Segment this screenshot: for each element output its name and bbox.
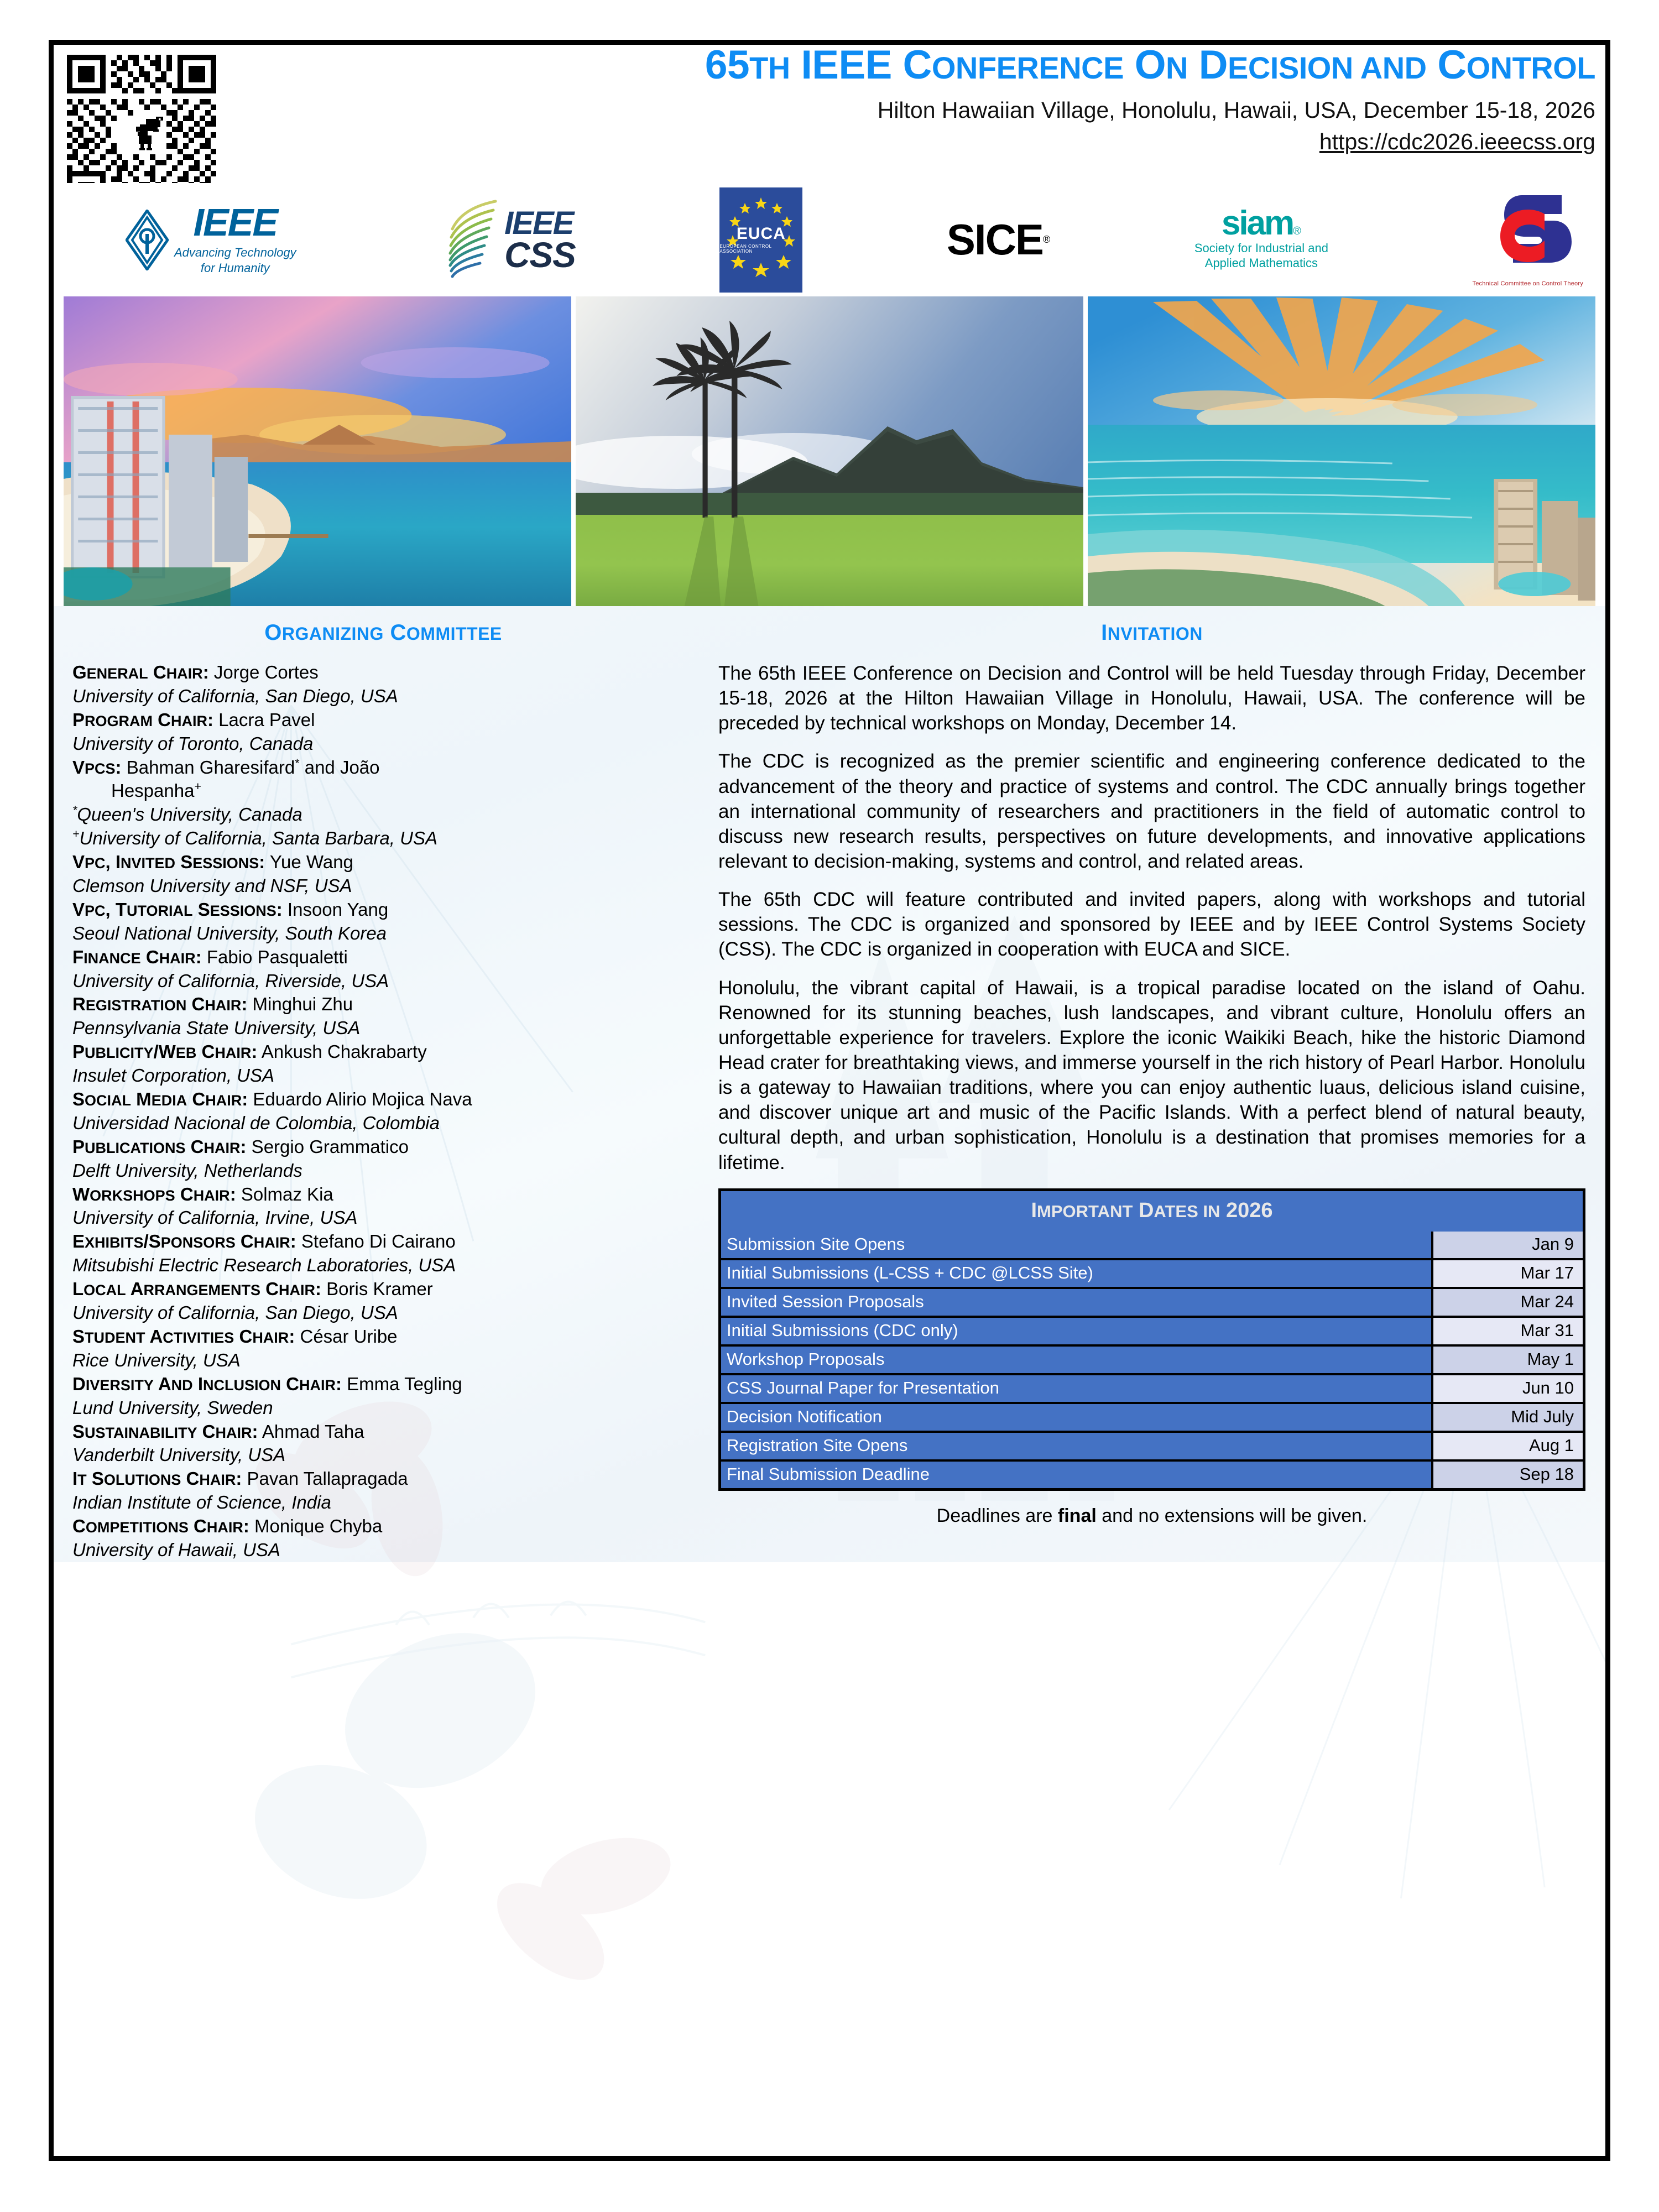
date-value: Mar 24 xyxy=(1433,1287,1583,1316)
photo-waikiki-aerial-sunset xyxy=(1088,296,1595,606)
date-label: CSS Journal Paper for Presentation xyxy=(721,1373,1433,1402)
ieee-tagline-1: Advancing Technology xyxy=(174,246,296,260)
ieee-logo xyxy=(126,200,296,276)
committee-entry-role: REGISTRATION CHAIR: Minghui Zhu xyxy=(72,994,353,1015)
committee-entry-affiliation: +University of California, Santa Barbara, USA xyxy=(72,827,437,849)
important-dates-row xyxy=(721,1431,1583,1459)
committee-entry-affiliation: Delft University, Netherlands xyxy=(72,1160,302,1181)
important-dates-row xyxy=(721,1258,1583,1287)
important-dates-row xyxy=(721,1344,1583,1373)
title-block xyxy=(236,45,1595,155)
committee-entry-role: VPCS: Bahman Gharesifard* and João xyxy=(72,756,380,778)
important-dates-row xyxy=(721,1316,1583,1344)
committee-entry-affiliation: *Queen's University, Canada xyxy=(72,804,302,825)
ieee-tagline-2: for Humanity xyxy=(200,260,270,275)
page-title: 65TH IEEE CONFERENCE ON DECISION AND CONTROL xyxy=(705,43,1595,87)
committee-entry-affiliation: University of Toronto, Canada xyxy=(72,733,314,754)
invitation-text xyxy=(718,661,1585,1175)
committee-entry-role: PROGRAM CHAIR: Lacra Pavel xyxy=(72,709,315,730)
date-value: Mar 31 xyxy=(1433,1316,1583,1344)
committee-entry-role: VPC, INVITED SESSIONS: Yue Wang xyxy=(72,852,353,873)
ieee-wordmark: IEEE xyxy=(193,200,278,244)
sice-wordmark: SICE xyxy=(946,215,1043,264)
committee-list xyxy=(72,661,694,1562)
committee-entry-affiliation: Lund University, Sweden xyxy=(72,1397,273,1418)
committee-entry-role: VPC, TUTORIAL SESSIONS: Insoon Yang xyxy=(72,899,389,920)
date-label: Initial Submissions (L-CSS + CDC @LCSS Site) xyxy=(721,1258,1433,1287)
note-post: and no extensions will be given. xyxy=(1096,1505,1368,1526)
committee-entry-role: LOCAL ARRANGEMENTS CHAIR: Boris Kramer xyxy=(72,1279,433,1300)
committee-entry-affiliation: University of Hawaii, USA xyxy=(72,1539,280,1560)
note-bold: final xyxy=(1057,1505,1097,1526)
date-value: Mar 17 xyxy=(1433,1258,1583,1287)
date-label: Initial Submissions (CDC only) xyxy=(721,1316,1433,1344)
important-dates-row xyxy=(721,1459,1583,1488)
date-label: Registration Site Opens xyxy=(721,1431,1433,1459)
date-label: Final Submission Deadline xyxy=(721,1459,1433,1488)
committee-entry-role: DIVERSITY AND INCLUSION CHAIR: Emma Tegling xyxy=(72,1373,462,1394)
ieee-tagline xyxy=(174,245,296,275)
flyer-page xyxy=(49,40,1610,2161)
date-label: Decision Notification xyxy=(721,1402,1433,1431)
css-line1: IEEE xyxy=(504,205,573,241)
committee-entry-role: COMPETITIONS CHAIR: Monique Chyba xyxy=(72,1516,383,1537)
photo-waikiki-hotel-sunset xyxy=(64,296,571,606)
committee-entry-affiliation: University of California, Riverside, USA xyxy=(72,970,389,991)
important-dates-row xyxy=(721,1402,1583,1431)
important-dates-row xyxy=(721,1232,1583,1258)
organizing-committee-heading: ORGANIZING COMMITTEE xyxy=(264,620,502,645)
invitation-heading: INVITATION xyxy=(1101,620,1203,645)
date-value: Sep 18 xyxy=(1433,1459,1583,1488)
deadlines-note xyxy=(718,1505,1585,1527)
important-dates-row xyxy=(721,1287,1583,1316)
hawaii-photo-strip xyxy=(54,296,1605,606)
css-line2: CSS xyxy=(504,234,576,275)
date-label: Workshop Proposals xyxy=(721,1344,1433,1373)
conference-url-link[interactable]: https://cdc2026.ieeecss.org xyxy=(1319,129,1595,154)
committee-entry-affiliation: Vanderbilt University, USA xyxy=(72,1444,286,1465)
date-value: Mid July xyxy=(1433,1402,1583,1431)
date-label: Invited Session Proposals xyxy=(721,1287,1433,1316)
sponsor-logo-strip xyxy=(54,183,1605,296)
invitation-column xyxy=(706,606,1605,1562)
committee-entry-affiliation: Universidad Nacional de Colombia, Colombia xyxy=(72,1112,440,1133)
committee-entry-role: EXHIBITS/SPONSORS CHAIR: Stefano Di Cairano xyxy=(72,1231,456,1252)
page-header xyxy=(54,45,1605,183)
scs-logo xyxy=(1473,193,1583,287)
invitation-paragraph: The 65th CDC will feature contributed and invited papers, along with workshops and tutorial sessions. The CDC is organized and sponsored by IEEE and by IEEE Control Systems Society (CSS). The CDC is organized in cooperation with EUCA and SICE. xyxy=(718,889,1585,961)
ieee-css-logo xyxy=(440,196,576,284)
euca-subtitle: EUROPEAN CONTROL ASSOCIATION xyxy=(719,244,772,254)
siam-subtitle-1: Society for Industrial and xyxy=(1194,241,1328,255)
committee-entry-role: SOCIAL MEDIA CHAIR: Eduardo Alirio Mojica Nava xyxy=(72,1089,472,1110)
siam-registered-mark: ® xyxy=(1293,225,1301,237)
venue-line: Hilton Hawaiian Village, Honolulu, Hawaii, USA, December 15-18, 2026 xyxy=(877,97,1595,123)
important-dates-table xyxy=(718,1188,1585,1491)
committee-entry-affiliation: University of California, Irvine, USA xyxy=(72,1207,358,1228)
important-dates-title: IMPORTANT DATES IN 2026 xyxy=(721,1191,1583,1232)
date-value: May 1 xyxy=(1433,1344,1583,1373)
euca-wordmark: EUCA xyxy=(736,225,786,243)
date-value: Aug 1 xyxy=(1433,1431,1583,1459)
siam-subtitle-2: Applied Mathematics xyxy=(1204,255,1318,270)
sice-logo xyxy=(947,215,1050,265)
committee-entry-affiliation: Rice University, USA xyxy=(72,1349,241,1370)
committee-entry-affiliation: University of California, San Diego, USA xyxy=(72,1302,398,1323)
date-label: Submission Site Opens xyxy=(721,1232,1433,1258)
committee-entry-role: PUBLICITY/WEB CHAIR: Ankush Chakrabarty xyxy=(72,1041,427,1062)
important-dates-rows xyxy=(721,1232,1583,1488)
siam-wordmark: siam xyxy=(1221,204,1293,242)
invitation-paragraph: The CDC is recognized as the premier scientific and engineering conference dedicated to the advancement of the theory and practice of systems and control. The CDC annually brings together an international community of researchers and practitioners in the field of automatic control to discuss new research results, perspectives on future developments, and innovative applications relevant to decision-making, systems and control, and related areas. xyxy=(718,750,1585,872)
date-value: Jun 10 xyxy=(1433,1373,1583,1402)
css-swoosh-icon xyxy=(440,196,501,284)
committee-entry-affiliation: Clemson University and NSF, USA xyxy=(72,875,352,896)
committee-entry-affiliation: Pennsylvania State University, USA xyxy=(72,1018,361,1039)
committee-entry-affiliation: Insulet Corporation, USA xyxy=(72,1065,275,1086)
committee-entry-role: PUBLICATIONS CHAIR: Sergio Grammatico xyxy=(72,1136,409,1157)
note-pre: Deadlines are xyxy=(936,1505,1058,1526)
ieee-diamond-icon xyxy=(126,210,169,270)
committee-entry-role-cont: Hespanha+ xyxy=(111,780,201,801)
committee-entry-affiliation: University of California, San Diego, USA xyxy=(72,685,398,706)
scs-caption: Technical Committee on Control Theory xyxy=(1472,280,1583,287)
committee-entry-affiliation: Seoul National University, South Korea xyxy=(72,922,387,943)
euca-logo xyxy=(719,187,802,293)
organizing-committee-column xyxy=(54,606,706,1562)
important-dates-row xyxy=(721,1373,1583,1402)
siam-logo xyxy=(1194,204,1328,270)
committee-entry-affiliation: Mitsubishi Electric Research Laboratories, USA xyxy=(72,1255,456,1276)
committee-entry-affiliation: Indian Institute of Science, India xyxy=(72,1492,331,1513)
committee-entry-role: FINANCE CHAIR: Fabio Pasqualetti xyxy=(72,946,348,967)
invitation-paragraph: The 65th IEEE Conference on Decision and Control will be held Tuesday through Friday, December 15-18, 2026 at the Hilton Hawaiian Village in Honolulu, Hawaii, USA. The conference will be preceded by technical workshops on Monday, December 14. xyxy=(718,662,1585,734)
photo-palm-trees-diamond-head xyxy=(576,296,1083,606)
committee-entry-role: SUSTAINABILITY CHAIR: Ahmad Taha xyxy=(72,1421,364,1442)
committee-entry-role: STUDENT ACTIVITIES CHAIR: César Uribe xyxy=(72,1326,398,1347)
sice-registered-mark: ® xyxy=(1042,234,1051,245)
committee-entry-role: IT SOLUTIONS CHAIR: Pavan Tallapragada xyxy=(72,1468,408,1489)
committee-entry-role: GENERAL CHAIR: Jorge Cortes xyxy=(72,662,319,682)
date-value: Jan 9 xyxy=(1433,1232,1583,1258)
content-area xyxy=(54,606,1605,1562)
invitation-paragraph: Honolulu, the vibrant capital of Hawaii, is a tropical paradise located on the island of Oahu. Renowned for its stunning beaches, lush landscapes, and vibrant culture, Honolulu offers an unforgettable experience for travelers. Explore the iconic Waikiki Beach, hike the historic Diamond Head crater for breathtaking views, and immerse yourself in the rich history of Pearl Harbor. Honolulu is a gateway to Hawaiian traditions, where you can enjoy authentic luaus, delicious island cuisine, and discover unique art and music of the Pacific Islands. With a perfect blend of natural beauty, cultural depth, and urban sophistication, Honolulu is a destination that promises memories for a lifetime. xyxy=(718,977,1585,1173)
scs-mark-icon xyxy=(1479,193,1576,279)
committee-entry-role: WORKSHOPS CHAIR: Solmaz Kia xyxy=(72,1183,333,1204)
